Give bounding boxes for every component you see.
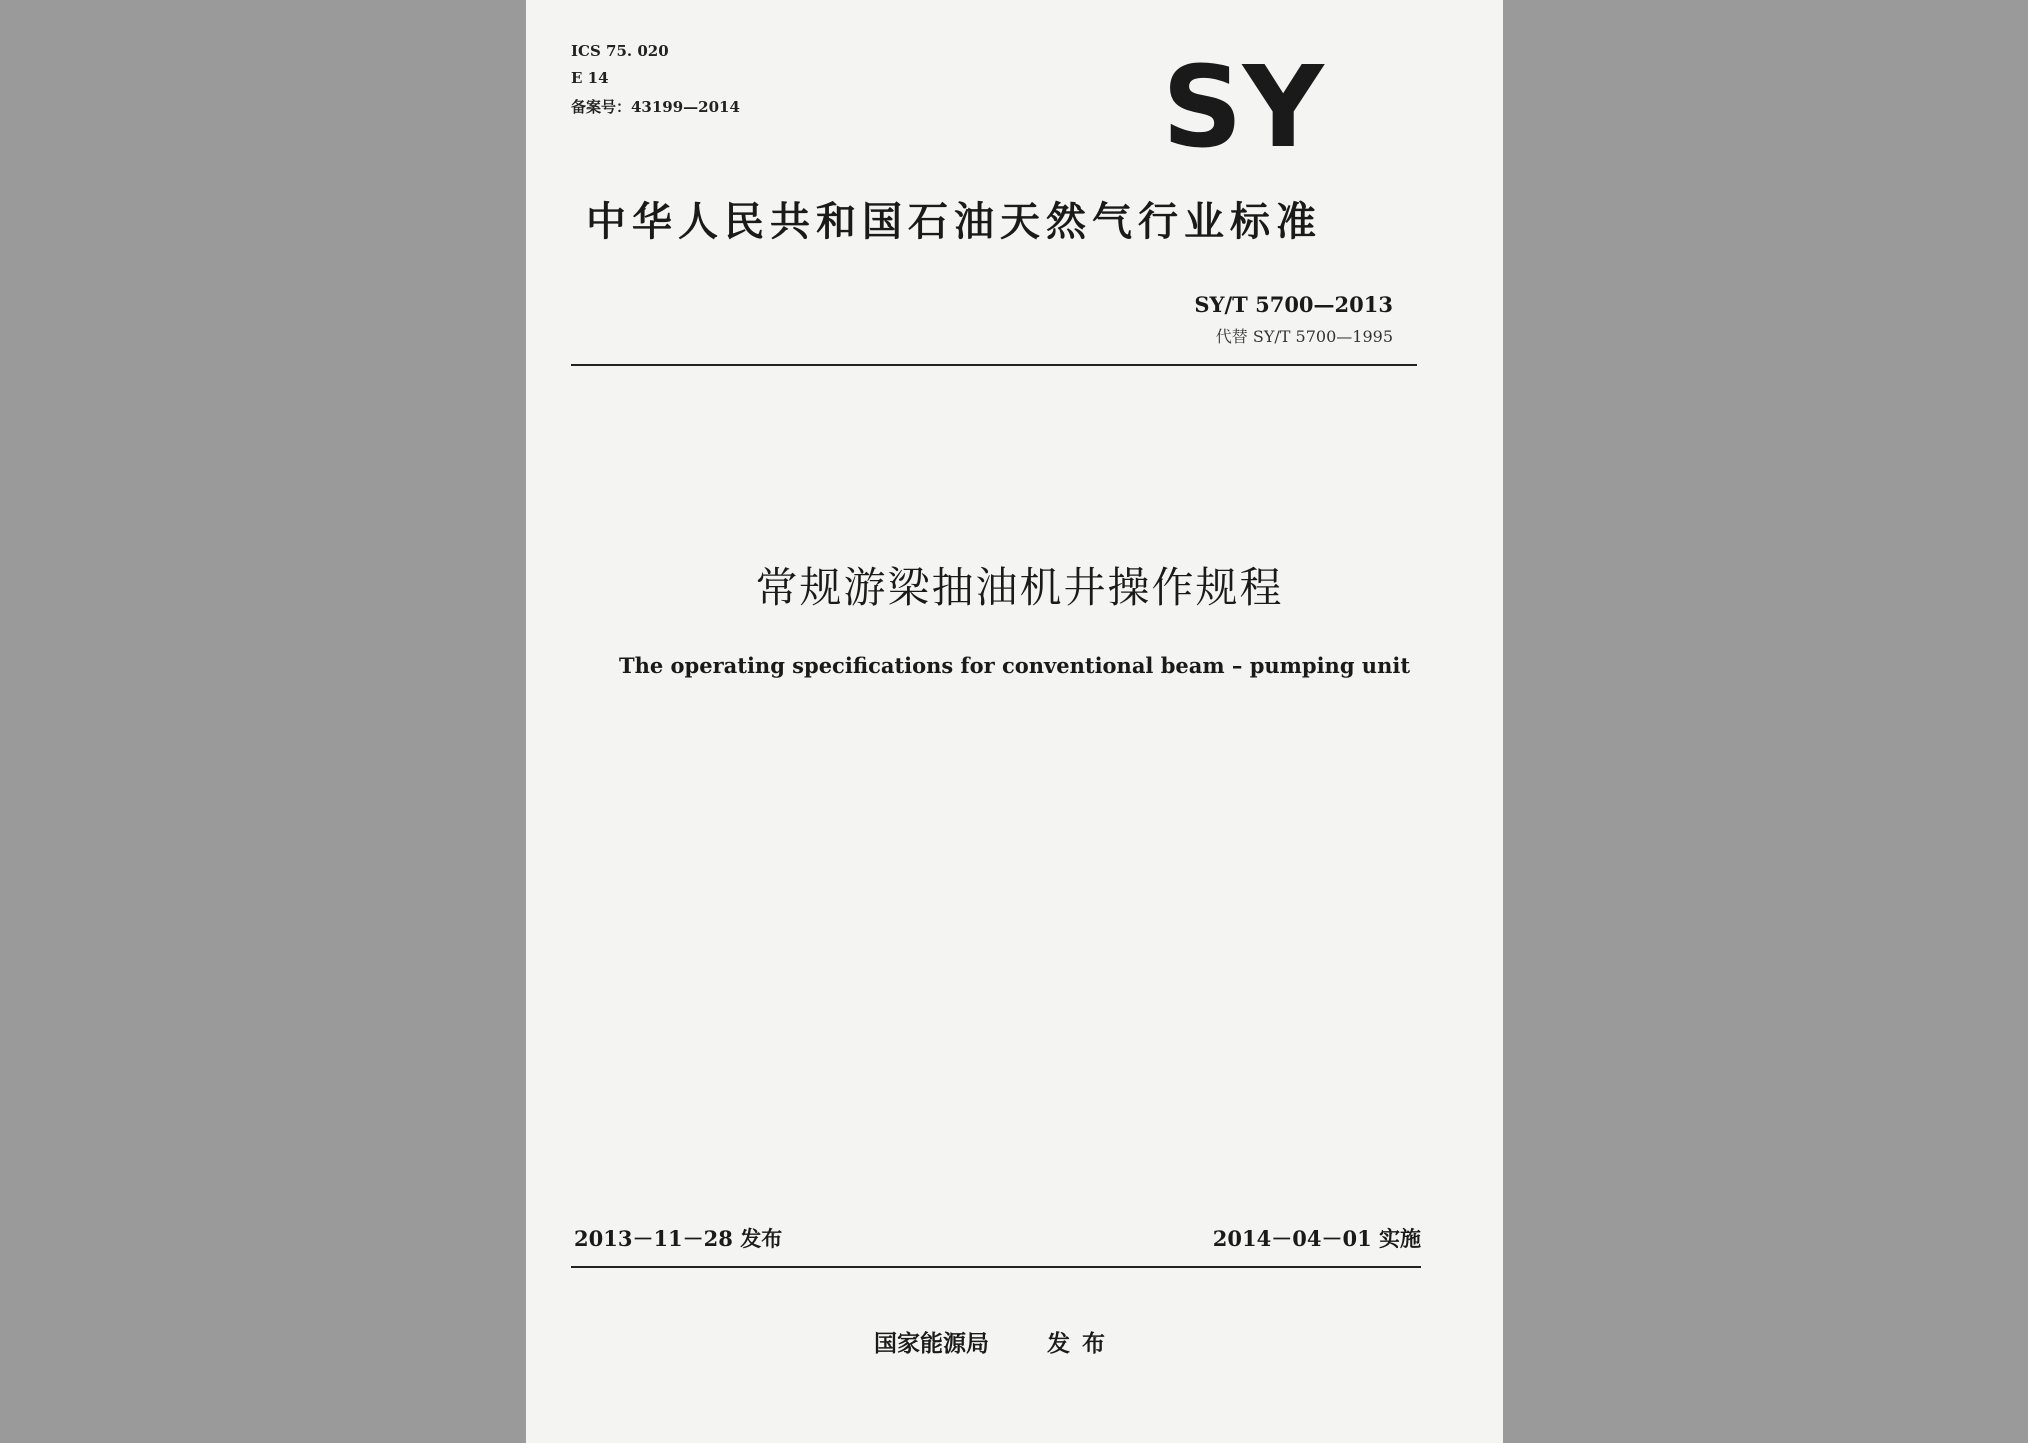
publisher-action: 发布 [1047,1331,1118,1357]
document-title-english: The operating specifications for conventional beam – pumping unit [618,653,1411,678]
document-cover-page [526,0,1503,1443]
bottom-divider [571,1266,1421,1268]
replaced-standard: 代替 SY/T 5700—1995 [1215,327,1393,346]
classification-code: E 14 [571,69,609,87]
effective-date: 2014－04－01 实施 [1212,1226,1421,1251]
ics-code: ICS 75. 020 [571,42,669,60]
publisher-line [874,1325,1117,1358]
document-title-chinese: 常规游梁抽油机井操作规程 [755,563,1284,612]
record-number: 备案号：43199—2014 [571,98,740,116]
publisher-name: 国家能源局 [874,1331,989,1357]
issue-date: 2013－11－28 发布 [574,1226,783,1251]
standard-title: 中华人民共和国石油天然气行业标准 [586,199,1322,245]
top-divider [571,364,1417,366]
sy-logo: SY [1162,43,1324,173]
standard-code: SY/T 5700—2013 [1194,292,1393,317]
